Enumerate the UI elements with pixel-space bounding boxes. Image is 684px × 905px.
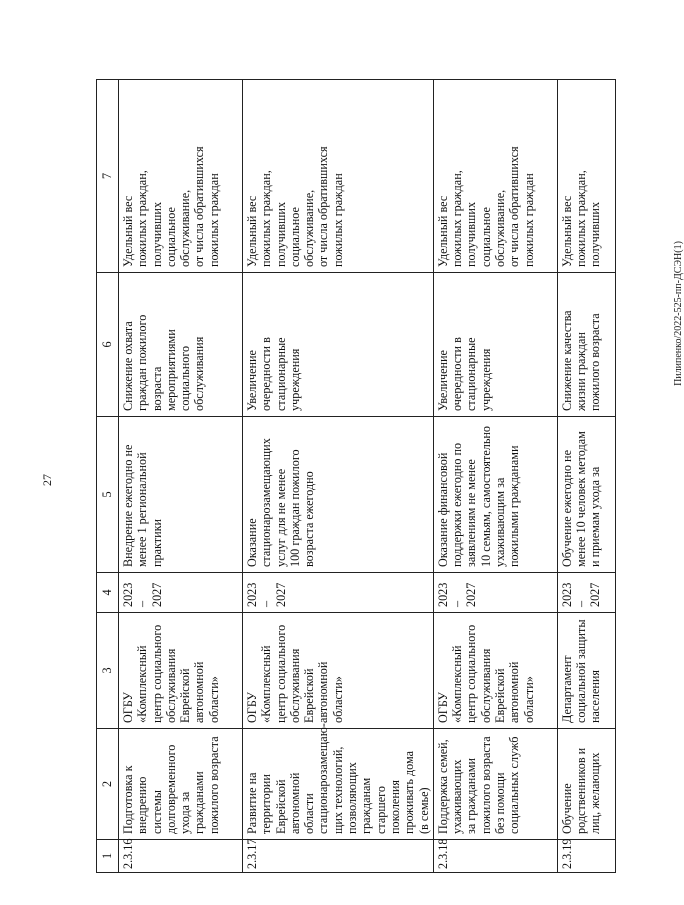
result-cell: Оказание финансовой поддержки ежегодно по заявлениям не менее 10 семьям, самостоятельно ухаживающим за пожилыми гражданами (433, 417, 557, 573)
header-col-2: 2 (97, 729, 119, 840)
result-cell: Внедрение ежегодно не менее 1 региональной практики (119, 417, 243, 573)
table-row (557, 80, 615, 873)
measure-cell: Развитие на территории Еврейской автономной области стационарозамещаю- щих технологий, позволяющих гражданам старшего поколения проживать дома (в семье) (243, 729, 434, 840)
measure-cell: Поддержка семей, ухаживающих за гражданами пожилого возраста без помощи социальных служб (433, 729, 557, 840)
measure-cell: Подготовка к внедрению системы долговременного ухода за гражданами пожилого возраста (119, 729, 243, 840)
row-number: 2.3.19 (557, 840, 615, 873)
consequence-cell: Снижение качества жизни граждан пожилого возраста (557, 273, 615, 417)
header-col-7: 7 (97, 80, 119, 273)
row-number: 2.3.17 (243, 840, 434, 873)
result-cell: Оказание стационарозамещающих услуг для не менее 100 граждан пожилого возраста ежегодно (243, 417, 434, 573)
period-cell: 2023 – 2027 (557, 573, 615, 613)
header-col-1: 1 (97, 840, 119, 873)
indicator-cell: Удельный вес пожилых граждан, получивших социальное обслуживание, от числа обратившихся пожилых граждан (119, 80, 243, 273)
header-col-5: 5 (97, 417, 119, 573)
executor-cell: ОГБУ «Комплексный центр социального обслуживания Еврейской автономной области» (433, 613, 557, 729)
consequence-cell: Увеличение очередности в стационарные учреждения (433, 273, 557, 417)
period-cell: 2023 – 2027 (433, 573, 557, 613)
table-header-row (97, 80, 119, 873)
indicator-cell: Удельный вес пожилых граждан, получивших (557, 80, 615, 273)
row-number: 2.3.18 (433, 840, 557, 873)
page-number: 27 (40, 474, 54, 486)
header-col-4: 4 (97, 573, 119, 613)
consequence-cell: Снижение охвата граждан пожилого возраста мероприятиями социального обслуживания (119, 273, 243, 417)
table-row (243, 80, 434, 873)
rotated-table-sheet (96, 80, 620, 873)
header-col-6: 6 (97, 273, 119, 417)
table-row (433, 80, 557, 873)
executor-cell: ОГБУ «Комплексный центр социального обслуживания Еврейской автономной области» (243, 613, 434, 729)
indicator-cell: Удельный вес пожилых граждан, получивших социальное обслуживание, от числа обратившихся пожилых граждан (243, 80, 434, 273)
indicator-cell: Удельный вес пожилых граждан, получивших социальное обслуживание, от числа обратившихся пожилых граждан (433, 80, 557, 273)
period-cell: 2023 – 2027 (243, 573, 434, 613)
result-cell: Обучение ежегодно не менее 10 человек методам и приемам ухода за (557, 417, 615, 573)
measures-table (96, 79, 616, 873)
consequence-cell: Увеличение очередности в стационарные учреждения (243, 273, 434, 417)
executor-cell: ОГБУ «Комплексный центр социального обслуживания Еврейской автономной области» (119, 613, 243, 729)
measure-cell: Обучение родственников и лиц, желающих (557, 729, 615, 840)
row-number: 2.3.16 (119, 840, 243, 873)
executor-cell: Департамент социальной защиты населения (557, 613, 615, 729)
table-row (119, 80, 243, 873)
period-cell: 2023 – 2027 (119, 573, 243, 613)
header-col-3: 3 (97, 613, 119, 729)
footer-reference: Пилипенко/2022-525-пп-ДСЭН(1) (672, 241, 684, 386)
